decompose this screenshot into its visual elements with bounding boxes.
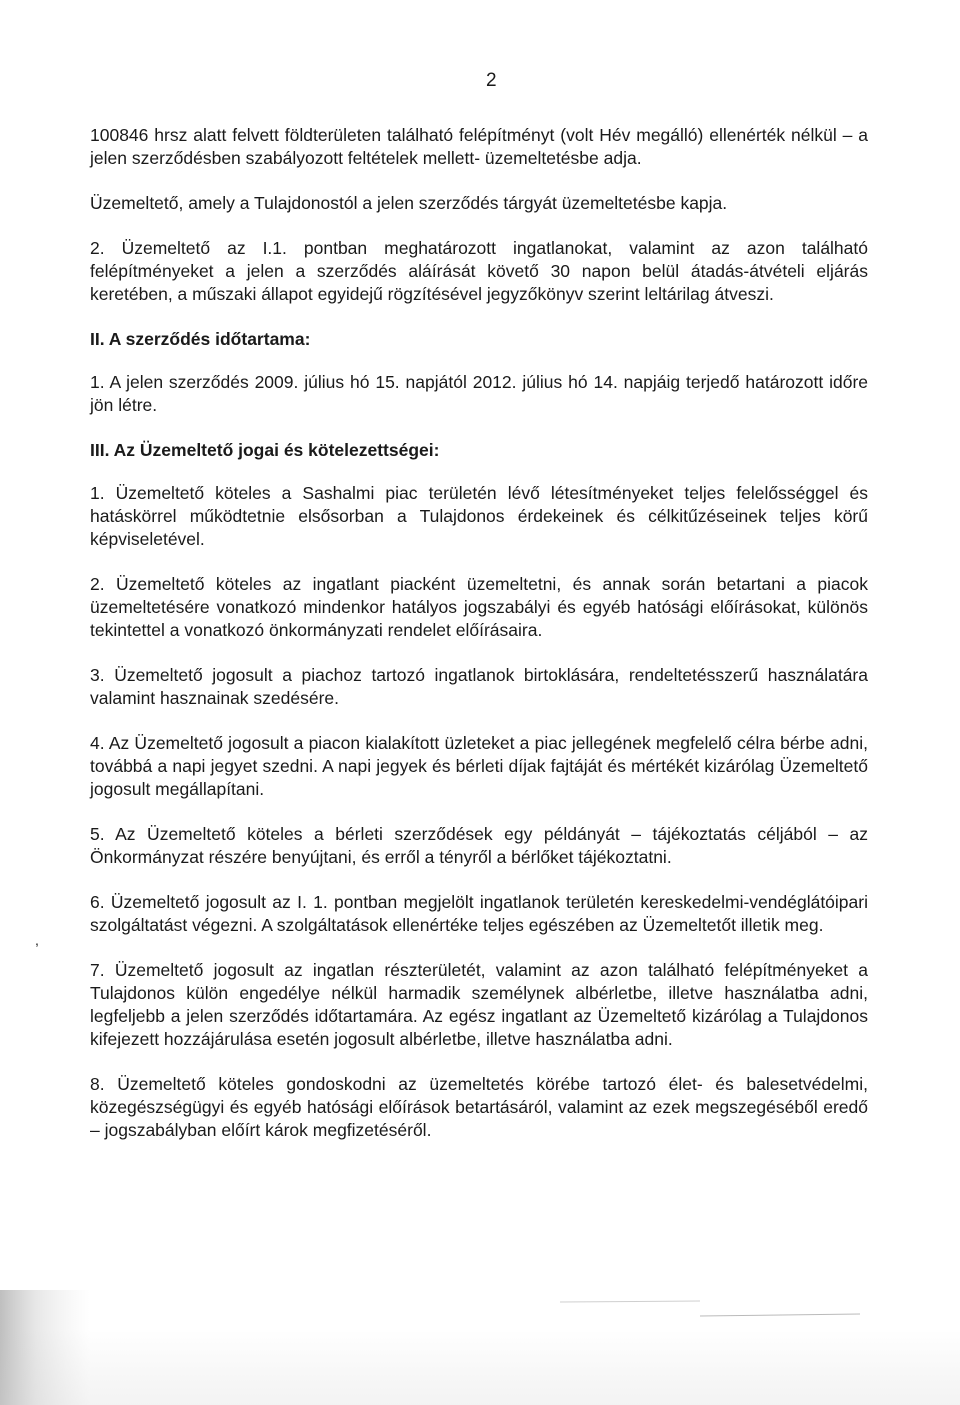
paragraph-obligation-3: 3. Üzemeltető jogosult a piachoz tartozó ingatlanok birtoklására, rendeltetésszerű használatára valamint hasznainak szedésére. <box>90 665 868 708</box>
paragraph-continuation: 100846 hrsz alatt felvett földterületen található felépítményt (volt Hév megálló) ellenérték nélkül – a jelen szerződésben szabályozott feltételek mellett- üzemeltetésbe adja. <box>90 125 868 168</box>
document-body <box>90 124 868 1158</box>
section-heading-rights-obligations: III. Az Üzemeltető jogai és kötelezettségei: <box>90 440 440 460</box>
paragraph-takeover: 2. Üzemeltető az I.1. pontban meghatározott ingatlanokat, valamint az azon található felépítményeket a jelen a szerződés aláírását követő 30 napon belül átadás-átvételi eljárás keretében, a műszaki állapot egyidejű rögzítésével jegyzőkönyv szerint leltárilag átveszi. <box>90 238 868 304</box>
paragraph-obligation-4: 4. Az Üzemeltető jogosult a piacon kialakított üzleteket a piac jellegének megfelelő célra bérbe adni, továbbá a napi jegyet szedni. A napi jegyek és bérleti díjak fajtáját és mértékét kizárólag Üzemeltető jogosult megállapítani. <box>90 733 868 799</box>
paragraph-duration: 1. A jelen szerződés 2009. július hó 15. napjától 2012. július hó 14. napjáig terjedő határozott időre jön létre. <box>90 372 868 415</box>
paragraph-obligation-8: 8. Üzemeltető köteles gondoskodni az üzemeltetés körébe tartozó élet- és balesetvédelmi, közegészségügyi és egyéb hatósági előírások betartásáról, valamint az ezek megszegéséből eredő – jogszabályban előírt károk megfizetéséről. <box>90 1074 868 1140</box>
paragraph-obligation-2: 2. Üzemeltető köteles az ingatlant piacként üzemeltetni, és annak során betartani a piacok üzemeltetésére vonatkozó mindenkor hatályos jogszabályi és egyéb hatósági előírásokat, különös tekintettel a vonatkozó önkormányzati rendelet előírásaira. <box>90 574 868 640</box>
paragraph-obligation-7: 7. Üzemeltető jogosult az ingatlan részterületét, valamint az azon található felépítményeket a Tulajdonos külön engedélye nélkül harmadik személynek albérletbe, illetve használatba adni, legfeljebb a jelen szerződés időtartamára. Az egész ingatlant az Üzemeltető kizárólag a Tulajdonos kifejezett hozzájárulása esetén jogosult albérletbe, illetve használatba adni. <box>90 960 868 1049</box>
paragraph-obligation-1: 1. Üzemeltető köteles a Sashalmi piac területén lévő létesítményeket teljes felelősséggel és hatáskörrel működtetnie elsősorban a Tulajdonos érdekeinek és célkitűzéseinek teljes körű képviseletével. <box>90 483 868 549</box>
paragraph-obligation-6: 6. Üzemeltető jogosult az I. 1. pontban megjelölt ingatlanok területén kereskedelmi-vendéglátóipari szolgáltatást végezni. A szolgáltatások ellenértéke teljes egészében az Üzemeltetőt illetik meg. <box>90 892 868 935</box>
page-number: 2 <box>486 70 497 91</box>
paragraph-obligation-5: 5. Az Üzemeltető köteles a bérleti szerződések egy példányát – tájékoztatás céljából – az Önkormányzat részére benyújtani, és erről a tényről a bérlőket tájékoztatni. <box>90 824 868 867</box>
scan-speck: , <box>35 932 39 948</box>
paragraph-operator-definition: Üzemeltető, amely a Tulajdonostól a jelen szerződés tárgyát üzemeltetésbe kapja. <box>90 193 728 213</box>
scan-noise-overlay <box>0 1270 960 1405</box>
section-heading-duration: II. A szerződés időtartama: <box>90 329 311 349</box>
